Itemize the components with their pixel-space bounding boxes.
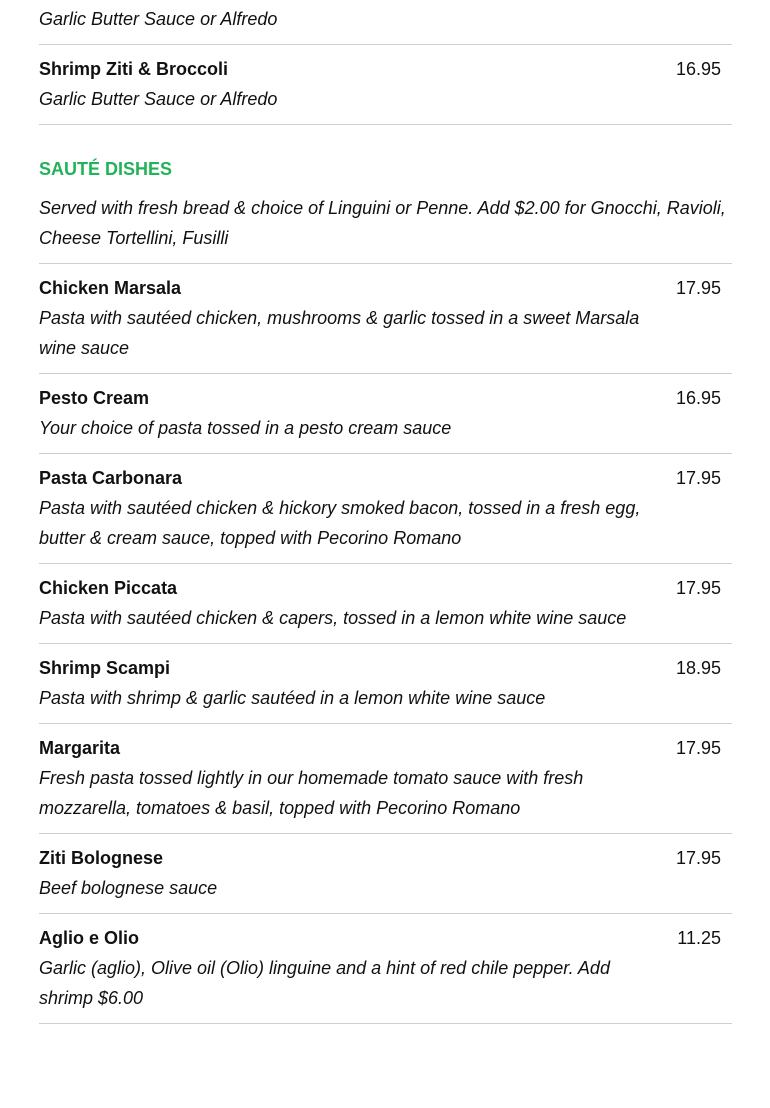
- menu-content: [39, 0, 732, 1024]
- section-title: SAUTÉ DISHES: [39, 159, 173, 179]
- item-price: 17.95: [675, 848, 721, 868]
- item-name: Margarita: [39, 738, 121, 758]
- menu-item-ziti-bolognese: [39, 834, 732, 914]
- item-description: Garlic (aglio), Olive oil (Olio) linguine and a hint of red chile pepper. Add shrimp $6.00: [39, 958, 610, 1008]
- item-name: Shrimp Scampi: [39, 658, 171, 678]
- item-description: Garlic Butter Sauce or Alfredo: [39, 89, 278, 109]
- item-name: Ziti Bolognese: [39, 848, 164, 868]
- item-price: 17.95: [675, 278, 721, 298]
- section-intro: Served with fresh bread & choice of Linguini or Penne. Add $2.00 for Gnocchi, Ravioli, Cheese Tortellini, Fusilli: [39, 193, 732, 264]
- item-name: Aglio e Olio: [39, 928, 140, 948]
- item-price: 17.95: [675, 738, 721, 758]
- item-name: Chicken Marsala: [39, 278, 182, 298]
- menu-item-chicken-piccata: [39, 564, 732, 644]
- item-description: Pasta with sautéed chicken & hickory smoked bacon, tossed in a fresh egg, butter & cream sauce, topped with Pecorino Romano: [39, 498, 641, 548]
- item-price: 17.95: [675, 578, 721, 598]
- item-price: 17.95: [675, 468, 721, 488]
- menu-item-pesto-cream: [39, 374, 732, 454]
- item-price: 16.95: [675, 59, 721, 79]
- item-name: Pasta Carbonara: [39, 468, 183, 488]
- item-description: Your choice of pasta tossed in a pesto cream sauce: [39, 418, 452, 438]
- menu-item-margarita: [39, 724, 732, 834]
- item-price: 16.95: [675, 388, 721, 408]
- item-description: Pasta with sautéed chicken, mushrooms & garlic tossed in a sweet Marsala wine sauce: [39, 308, 640, 358]
- item-description: Beef bolognese sauce: [39, 878, 218, 898]
- menu-item-shrimp-scampi: [39, 644, 732, 724]
- item-price: 11.25: [677, 928, 721, 948]
- menu-item-aglio-e-olio: [39, 914, 732, 1024]
- item-description: Fresh pasta tossed lightly in our homemade tomato sauce with fresh mozzarella, tomatoes & basil, topped with Pecorino Romano: [39, 768, 584, 818]
- menu-item-chicken-marsala: [39, 264, 732, 374]
- previous-item-description: Garlic Butter Sauce or Alfredo: [39, 4, 732, 45]
- item-description: Pasta with sautéed chicken & capers, tossed in a lemon white wine sauce: [39, 608, 627, 628]
- item-description: Pasta with shrimp & garlic sautéed in a lemon white wine sauce: [39, 688, 546, 708]
- item-name: Shrimp Ziti & Broccoli: [39, 59, 229, 79]
- item-price: 18.95: [675, 658, 721, 678]
- item-name: Pesto Cream: [39, 388, 150, 408]
- menu-item-pasta-carbonara: [39, 454, 732, 564]
- menu-item-shrimp-ziti: [39, 45, 732, 125]
- item-name: Chicken Piccata: [39, 578, 178, 598]
